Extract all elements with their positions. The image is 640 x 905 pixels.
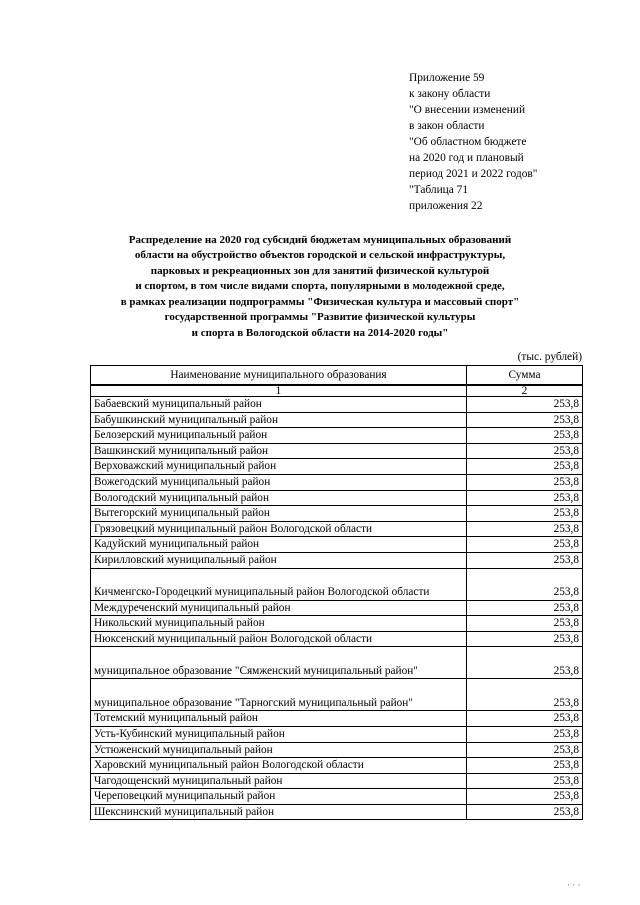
table-row [91, 742, 583, 758]
subsidy-amount: 253,8 [467, 552, 583, 568]
municipality-name: муниципальное образование "Сямженский муниципальный район" [91, 647, 467, 679]
municipality-name: Шекснинский муниципальный район [91, 804, 467, 820]
title-line: области на обустройство объектов городской и сельской инфраструктуры, [134, 249, 506, 262]
table-row [91, 711, 583, 727]
appendix-line: к закону области [409, 88, 491, 101]
subsidy-amount: 253,8 [467, 490, 583, 506]
subsidy-amount: 253,8 [467, 443, 583, 459]
table-row [91, 474, 583, 490]
appendix-line: в закон области [409, 120, 485, 133]
subsidy-table [90, 365, 583, 820]
table-row [91, 758, 583, 774]
municipality-name: Бабушкинский муниципальный район [91, 412, 467, 428]
appendix-line: "О внесении изменений [409, 104, 526, 117]
municipality-name: муниципальное образование "Тарногский муниципальный район" [91, 679, 467, 711]
municipality-name: Вологодский муниципальный район [91, 490, 467, 506]
appendix-reference [409, 70, 619, 214]
table-row [91, 600, 583, 616]
subsidy-amount: 253,8 [467, 726, 583, 742]
subsidy-amount: 253,8 [467, 742, 583, 758]
scan-mark: · · · [567, 880, 581, 890]
subsidy-amount: 253,8 [467, 773, 583, 789]
subsidy-amount: 253,8 [467, 711, 583, 727]
table-row [91, 804, 583, 820]
subsidy-amount: 253,8 [467, 537, 583, 553]
table-row [91, 631, 583, 647]
municipality-name: Кадуйский муниципальный район [91, 537, 467, 553]
municipality-name: Верховажский муниципальный район [91, 459, 467, 475]
subsidy-amount: 253,8 [467, 758, 583, 774]
municipality-name: Харовский муниципальный район Вологодской области [91, 758, 467, 774]
appendix-line: период 2021 и 2022 годов" [409, 168, 538, 181]
table-header-row [91, 366, 583, 386]
units-label: (тыс. рублей) [517, 351, 582, 363]
municipality-name: Междуреченский муниципальный район [91, 600, 467, 616]
table-row [91, 521, 583, 537]
column-number: 1 [91, 385, 467, 397]
subsidy-amount: 253,8 [467, 631, 583, 647]
subsidy-amount: 253,8 [467, 474, 583, 490]
municipality-name: Грязовецкий муниципальный район Вологодской области [91, 521, 467, 537]
title-line: Распределение на 2020 год субсидий бюджетам муниципальных образований [128, 234, 512, 246]
table-row [91, 537, 583, 553]
subsidy-amount: 253,8 [467, 679, 583, 711]
subsidy-amount: 253,8 [467, 506, 583, 522]
table-row [91, 773, 583, 789]
municipality-name: Тотемский муниципальный район [91, 711, 467, 727]
table-row [91, 568, 583, 600]
municipality-name: Череповецкий муниципальный район [91, 789, 467, 805]
municipality-name: Устюженский муниципальный район [91, 742, 467, 758]
column-number-row [91, 385, 583, 397]
municipality-name: Белозерский муниципальный район [91, 428, 467, 444]
table-row [91, 459, 583, 475]
title-line: в рамках реализации подпрограммы "Физическая культура и массовый спорт" [120, 295, 520, 308]
table-row [91, 490, 583, 506]
municipality-name: Чагодощенский муниципальный район [91, 773, 467, 789]
subsidy-amount: 253,8 [467, 428, 583, 444]
municipality-name: Никольский муниципальный район [91, 616, 467, 632]
subsidy-amount: 253,8 [467, 616, 583, 632]
appendix-line: приложения 22 [409, 200, 483, 213]
municipality-name: Кичменгско-Городецкий муниципальный район Вологодской области [91, 568, 467, 600]
appendix-line: "Об областном бюджете [409, 136, 527, 149]
document-title [70, 233, 570, 341]
table-row [91, 443, 583, 459]
appendix-line: на 2020 год и плановый [409, 152, 524, 165]
municipality-name: Вашкинский муниципальный район [91, 443, 467, 459]
municipality-name: Вытегорский муниципальный район [91, 506, 467, 522]
appendix-line: Приложение 59 [409, 72, 485, 84]
municipality-name: Усть-Кубинский муниципальный район [91, 726, 467, 742]
municipality-name: Нюксенский муниципальный район Вологодской области [91, 631, 467, 647]
title-line: государственной программы "Развитие физической культуры [164, 311, 476, 324]
subsidy-amount: 253,8 [467, 789, 583, 805]
subsidy-amount: 253,8 [467, 568, 583, 600]
table-row [91, 647, 583, 679]
header-name: Наименование муниципального образования [91, 366, 467, 386]
subsidy-amount: 253,8 [467, 459, 583, 475]
title-line: и спорта в Вологодской области на 2014-2020 годы" [191, 326, 449, 339]
title-line: парковых и рекреационных зон для занятий физической культурой [150, 264, 490, 277]
table-row [91, 616, 583, 632]
subsidy-amount: 253,8 [467, 412, 583, 428]
column-number: 2 [467, 385, 583, 397]
municipality-name: Кирилловский муниципальный район [91, 552, 467, 568]
appendix-line: "Таблица 71 [409, 184, 469, 197]
header-amount: Сумма [467, 366, 583, 386]
municipality-name: Вожегодский муниципальный район [91, 474, 467, 490]
table-row [91, 726, 583, 742]
table-row [91, 397, 583, 413]
table-row [91, 552, 583, 568]
table-row [91, 789, 583, 805]
subsidy-amount: 253,8 [467, 804, 583, 820]
table-row [91, 506, 583, 522]
subsidy-amount: 253,8 [467, 397, 583, 413]
table-row [91, 412, 583, 428]
subsidy-amount: 253,8 [467, 600, 583, 616]
subsidy-amount: 253,8 [467, 647, 583, 679]
table-row [91, 679, 583, 711]
title-line: и спортом, в том числе видами спорта, популярными в молодежной среде, [135, 280, 505, 293]
municipality-name: Бабаевский муниципальный район [91, 397, 467, 413]
table-row [91, 428, 583, 444]
subsidy-amount: 253,8 [467, 521, 583, 537]
